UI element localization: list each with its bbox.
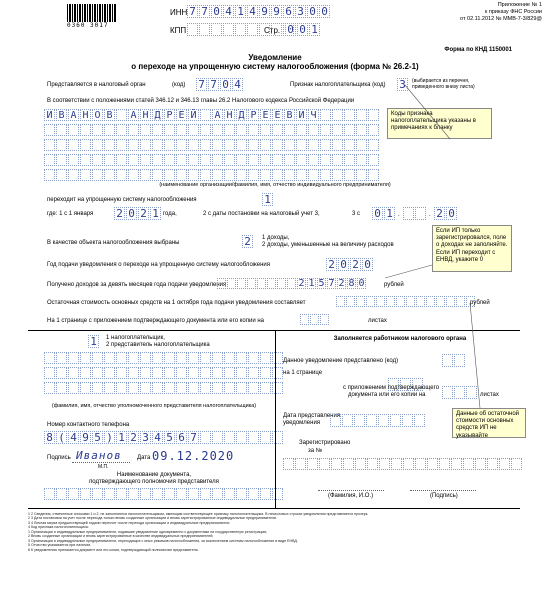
- submitter-option-1: 1 налогоплательщик,: [106, 335, 165, 341]
- sign-caption: (Подпись): [430, 493, 458, 499]
- char-cell[interactable]: 0: [446, 207, 457, 220]
- char-cell[interactable]: 9: [271, 5, 282, 18]
- char-cell[interactable]: 4: [68, 431, 79, 444]
- object-option-2: 2 доходы, уменьшенные на величину расходов: [262, 242, 394, 248]
- char-cell[interactable]: ): [104, 431, 115, 444]
- char-cell[interactable]: В: [104, 109, 115, 121]
- name-caption: (наименование организации/фамилия, имя, отчество индивидуального предпринимателя): [159, 182, 391, 188]
- char-cell[interactable]: Ч: [308, 109, 319, 121]
- footnote: 2 Вновь созданные организации и вновь зарегистрированные в качестве индивидуальных предпринимателей;: [28, 534, 214, 539]
- char-cell[interactable]: 0: [338, 258, 349, 271]
- char-cell[interactable]: 7: [196, 78, 207, 91]
- char-cell[interactable]: 0: [297, 23, 308, 36]
- sign-label: Подпись: [47, 455, 71, 461]
- registered-label-1: Зарегистрировано: [299, 440, 351, 446]
- char-cell[interactable]: Н: [224, 109, 235, 121]
- char-cell[interactable]: 9: [259, 5, 270, 18]
- char-cell[interactable]: 0: [126, 207, 137, 220]
- char-cell[interactable]: 5: [318, 278, 325, 289]
- footnote: 3 Организации и индивидуальные предприниматели, переходящие с иных режимов налогообложения, за исключением системы налогообложения в виде ЕНВД.: [28, 538, 298, 543]
- transition-option-2: 2 с даты постановки на налоговый учет 3,: [203, 211, 320, 217]
- char-cell[interactable]: 2: [298, 278, 305, 289]
- char-cell[interactable]: Е: [272, 109, 283, 121]
- char-cell[interactable]: 0: [211, 5, 222, 18]
- char-cell[interactable]: 7: [328, 278, 335, 289]
- note-assets: Данные об остаточной стоимости основных средств ИП не указывайте: [452, 408, 526, 438]
- right-pages-label: на 1 странице: [283, 370, 323, 376]
- char-cell[interactable]: А: [128, 109, 139, 121]
- year-row-label: Год подачи уведомления о переходе на упрощенную систему налогообложения: [47, 262, 271, 268]
- char-cell[interactable]: В: [56, 109, 67, 121]
- footnote: 4 Код признака налогоплательщика:: [28, 525, 89, 530]
- char-cell[interactable]: 2: [338, 278, 345, 289]
- inn-label: ИНН: [170, 8, 188, 17]
- note-taxpayer-codes: Коды признака налогоплательщика указаны в примечаниях к бланку: [387, 108, 492, 139]
- title-line-2: о переходе на упрощенную систему налогообложения (форма № 26.2-1): [131, 62, 419, 71]
- char-cell[interactable]: 0: [358, 278, 365, 289]
- char-cell[interactable]: А: [68, 109, 79, 121]
- transition-label: переходит на упрощенную систему налогообложения: [47, 197, 197, 203]
- char-cell[interactable]: 2: [350, 258, 361, 271]
- transition-option-3: 3 с: [352, 211, 361, 217]
- char-cell[interactable]: 2: [128, 431, 139, 444]
- date-dot: .: [398, 212, 400, 218]
- phone-label: Номер контактного телефона: [47, 422, 130, 428]
- char-cell[interactable]: Р: [164, 109, 175, 121]
- char-cell[interactable]: 0: [285, 23, 296, 36]
- char-cell[interactable]: 2: [138, 207, 149, 220]
- char-cell[interactable]: 7: [199, 5, 210, 18]
- char-cell[interactable]: Д: [236, 109, 247, 121]
- char-cell[interactable]: 4: [247, 5, 258, 18]
- char-cell[interactable]: 3: [295, 5, 306, 18]
- object-label: В качестве объекта налогообложения выбраны: [47, 240, 180, 246]
- doc-caption-1: Наименование документа,: [116, 472, 192, 478]
- char-cell[interactable]: 2: [434, 207, 445, 220]
- char-cell[interactable]: О: [92, 109, 103, 121]
- char-cell[interactable]: 6: [176, 431, 187, 444]
- fio-caption: (Фамилия, И.О.): [328, 493, 374, 499]
- char-cell[interactable]: 2: [326, 258, 337, 271]
- char-cell[interactable]: 5: [164, 431, 175, 444]
- mp-label: М.П.: [98, 464, 109, 470]
- income-row-label: Получено доходов за девять месяцев года подачи уведомления: [47, 282, 227, 288]
- date-value: 09.12.2020: [152, 449, 235, 463]
- taxpayer-sign-label: Признак налогоплательщика (код): [290, 82, 386, 88]
- submitted-label: Данное уведомление представлено (код): [283, 358, 399, 364]
- transition-from-label: где: 1 с 1 января: [47, 211, 94, 217]
- char-cell[interactable]: 1: [116, 431, 127, 444]
- attach-label-1: с приложением подтверждающего: [343, 385, 440, 391]
- footnote: 2 3 Дата постановки на учет после перехода только вновь созданные организации и вновь зарегистрированные индивидуальные предприниматели.: [28, 516, 277, 521]
- accordance-text: В соответствии с положениями статей 346.12 и 346.13 главы 26.2 Налогового кодекса Российской Федерации: [47, 98, 355, 104]
- appendix-order-date: от 02.11.2012 № ММВ-7-3/829@: [460, 16, 542, 22]
- kpp-label: КПП: [170, 26, 187, 35]
- char-cell[interactable]: 1: [262, 193, 273, 206]
- receive-date-label-1: Дата представления: [283, 413, 341, 419]
- object-option-1: 1 доходы,: [262, 235, 290, 241]
- char-cell[interactable]: Р: [248, 109, 259, 121]
- char-cell[interactable]: 7: [208, 78, 219, 91]
- char-cell[interactable]: Е: [260, 109, 271, 121]
- char-cell[interactable]: 8: [44, 431, 55, 444]
- char-cell[interactable]: 1: [309, 23, 320, 36]
- char-cell[interactable]: 1: [384, 207, 395, 220]
- right-heading: Заполняется работником налогового органа: [333, 336, 467, 342]
- appendix-label: Приложение № 1: [497, 2, 542, 8]
- page-label: Стр.: [264, 26, 281, 35]
- char-cell[interactable]: 6: [283, 5, 294, 18]
- char-cell[interactable]: 8: [348, 278, 355, 289]
- representative-caption: (фамилия, имя, отчество уполномоченного представителя налогоплательщика): [51, 403, 257, 409]
- barcode-number: 0360 3017: [67, 22, 109, 29]
- char-cell[interactable]: 7: [187, 5, 198, 18]
- submitter-option-2: 2 представитель налогоплательщика: [106, 342, 210, 348]
- footnote: 3 4 Личная мерка предшествующей подачи пересчет после перехода организации и индивидуальные предприниматели.: [28, 520, 231, 525]
- char-cell[interactable]: 5: [92, 431, 103, 444]
- char-cell[interactable]: Н: [80, 109, 91, 121]
- char-cell[interactable]: 3: [140, 431, 151, 444]
- footnote: 6 К уведомлению прилагается документ или его копия, подтверждающий полномочия представителя.: [28, 547, 199, 552]
- pages-row-label: На 1 странице с приложением подтверждающего документа или его копии на: [47, 318, 264, 324]
- char-cell[interactable]: И: [44, 109, 55, 121]
- char-cell[interactable]: 1: [308, 278, 315, 289]
- char-cell[interactable]: Е: [176, 109, 187, 121]
- char-cell[interactable]: И: [296, 109, 307, 121]
- char-cell[interactable]: 1: [88, 335, 99, 348]
- char-cell[interactable]: 0: [362, 258, 373, 271]
- doc-caption-2: подтверждающего полномочия представителя: [89, 479, 219, 485]
- char-cell[interactable]: 9: [80, 431, 91, 444]
- attach-label-2: документа или его копии на: [348, 392, 426, 398]
- footnotes: [28, 512, 528, 552]
- income-unit: рублей: [384, 282, 404, 288]
- signature-value: Иванов: [76, 449, 122, 462]
- assets-row-label: Остаточная стоимость основных средств на 1 октября года подачи уведомления составляет: [47, 300, 306, 306]
- date-label: Дата: [137, 455, 151, 461]
- form-code: Форма по КНД 1150001: [444, 47, 512, 53]
- char-cell[interactable]: 2: [242, 235, 253, 248]
- char-cell[interactable]: 0: [220, 78, 231, 91]
- char-cell[interactable]: В: [284, 109, 295, 121]
- char-cell[interactable]: 1: [235, 5, 246, 18]
- char-cell[interactable]: 0: [319, 5, 330, 18]
- office-label: Представляется в налоговый орган: [47, 82, 146, 88]
- footnote: 1 Организации и индивидуальные предприниматели, подавшие уведомление одновременно с документами на государственную регистрацию;: [28, 529, 268, 534]
- registered-label-2: за №: [308, 448, 323, 454]
- char-cell[interactable]: 1: [150, 207, 161, 220]
- char-cell[interactable]: 0: [307, 5, 318, 18]
- char-cell[interactable]: А: [212, 109, 223, 121]
- char-cell[interactable]: 4: [223, 5, 234, 18]
- attach-unit: листах: [480, 392, 499, 398]
- pages-unit: листах: [368, 318, 387, 324]
- note-income: Если ИП только зарегистрировался, поле о доходах не заполняйте. Если ИП переходит с ЕНВД, укажите 0: [432, 225, 512, 272]
- taxpayer-sign-hint: (выбирается из перечня, приведенного внизу листа): [412, 78, 475, 90]
- char-cell[interactable]: 3: [397, 78, 408, 91]
- char-cell[interactable]: 0: [372, 207, 383, 220]
- title-line-1: Уведомление: [248, 53, 302, 62]
- char-cell[interactable]: Й: [188, 109, 199, 121]
- char-cell[interactable]: 7: [188, 431, 199, 444]
- year-suffix: года,: [163, 211, 177, 217]
- footnote: 1 2 Сведения, отмеченные сносками 1 и 2, не заполняются налогоплательщиком, имеющим соответствующее признаку налогоплательщика. В нечисловых строках уведомления представляется прочерк.: [28, 512, 369, 516]
- char-cell[interactable]: 4: [152, 431, 163, 444]
- char-cell[interactable]: 4: [232, 78, 243, 91]
- appendix-order: к приказу ФНС России: [484, 9, 542, 15]
- receive-date-label-2: уведомления: [283, 420, 321, 426]
- char-cell[interactable]: (: [56, 431, 67, 444]
- date-dot: .: [429, 212, 431, 218]
- assets-unit: рублей: [470, 300, 490, 306]
- char-cell[interactable]: Н: [140, 109, 151, 121]
- office-code-label: (код): [172, 82, 186, 88]
- char-cell[interactable]: 2: [114, 207, 125, 220]
- footnote: 5 Отчество указывается при наличии.: [28, 543, 92, 548]
- char-cell[interactable]: Д: [152, 109, 163, 121]
